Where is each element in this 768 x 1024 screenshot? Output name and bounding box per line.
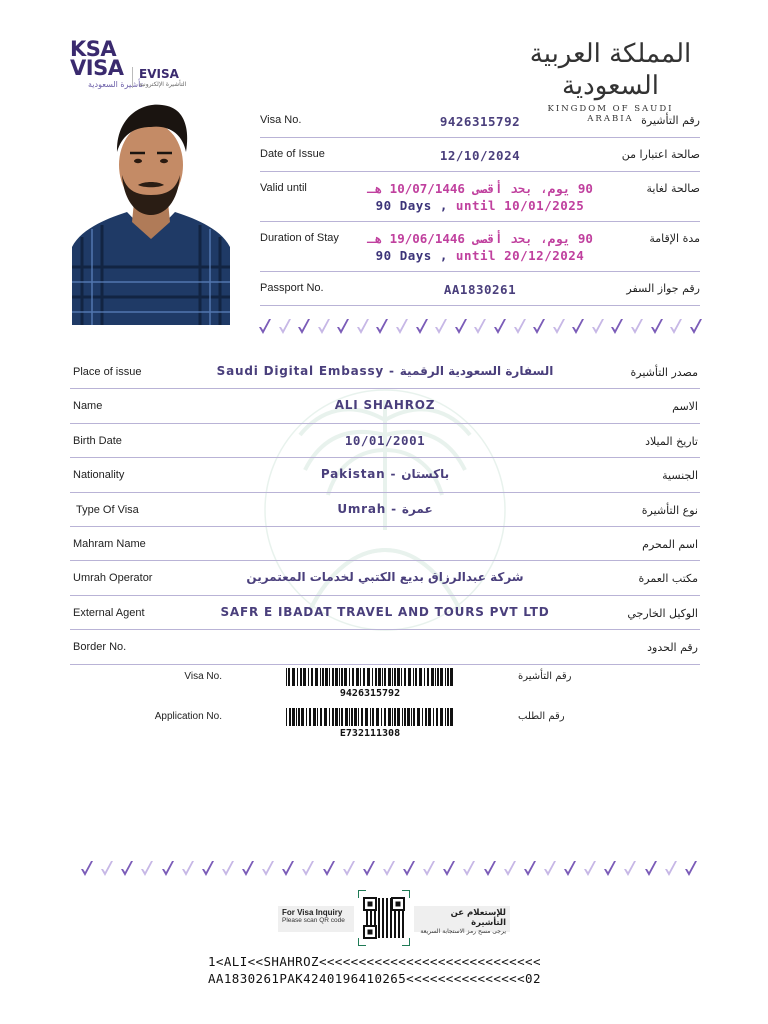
check-mark-icon — [382, 860, 396, 878]
check-mark-icon — [395, 318, 409, 336]
application-barcode-block — [140, 708, 580, 748]
check-mark-icon — [664, 860, 678, 878]
value-type-of-visa: Umrah - عمرة — [337, 501, 433, 516]
check-mark-icon — [201, 860, 215, 878]
check-mark-icon — [100, 860, 114, 878]
check-mark-icon — [301, 860, 315, 878]
duration-date: until 20/12/2024 — [455, 248, 585, 263]
check-mark-icon — [532, 318, 546, 336]
row-mahram-name — [70, 527, 700, 561]
label-visa-no-ar: رقم التأشيرة — [641, 114, 700, 127]
mrz-line-1: 1<ALI<<SHAHROZ<<<<<<<<<<<<<<<<<<<<<<<<<<<< — [208, 954, 541, 969]
label-border-no: Border No. — [73, 641, 127, 654]
label-place-of-issue-ar: مصدر التأشيرة — [630, 366, 698, 379]
label-duration-of-stay-ar: مدة الإقامة — [649, 232, 700, 245]
check-mark-icon — [434, 318, 448, 336]
check-mark-icon — [80, 860, 94, 878]
label-birth-date-ar: تاريخ الميلاد — [645, 434, 698, 448]
qr-inquiry-arabic — [414, 906, 510, 935]
kingdom-arabic-title: المملكة العربية السعودية — [529, 39, 692, 101]
row-name — [70, 389, 700, 423]
check-mark-icon — [181, 860, 195, 878]
valid-until-arabic: 90 يوم، بحد أقصى 10/07/1446 هـ — [367, 181, 593, 196]
label-border-no-ar: رقم الحدود — [647, 641, 698, 655]
check-mark-icon — [462, 860, 476, 878]
check-mark-icon — [689, 318, 703, 336]
row-birth-date — [70, 424, 700, 458]
visa-barcode-block — [140, 668, 580, 708]
check-mark-icon — [362, 860, 376, 878]
check-mark-icon — [650, 318, 664, 336]
row-umrah-operator — [70, 561, 700, 595]
barcode-application-label-ar: رقم الطلب — [518, 711, 565, 722]
qr-title-ar: للإستعلام عن التأشيرة — [450, 908, 506, 928]
row-border-no — [70, 630, 700, 664]
value-place-of-issue: Saudi Digital Embassy - السفارة السعودية الرقمية — [216, 364, 554, 378]
check-mark-icon — [258, 318, 272, 336]
row-valid-until — [260, 172, 700, 222]
check-mark-icon — [552, 318, 566, 336]
check-mark-icon — [493, 318, 507, 336]
label-external-agent: External Agent — [73, 606, 145, 619]
check-mark-icon — [473, 318, 487, 336]
row-date-of-issue — [260, 138, 700, 172]
value-nationality: Pakistan - باكستان — [320, 467, 450, 482]
check-mark-icon — [281, 860, 295, 878]
kingdom-english-title: KINGDOM OF SAUDI ARABIA — [547, 104, 674, 124]
row-passport-no — [260, 272, 700, 306]
label-mahram-name: Mahram Name — [73, 537, 146, 550]
valid-until-date: until 10/01/2025 — [455, 198, 585, 213]
label-passport-no-ar: رقم جواز السفر — [626, 282, 700, 295]
duration-arabic: 90 يوم، بحد أقصى 19/06/1446 هـ — [367, 231, 593, 246]
value-passport-no: AA1830261 — [443, 282, 517, 297]
check-mark-icon — [120, 860, 134, 878]
holder-photo — [72, 97, 230, 325]
label-name-ar: الاسم — [672, 400, 698, 414]
value-umrah-operator: شركة عبدالرزاق بديع الكتبي لخدمات المعتمرين — [246, 570, 524, 585]
qr-code[interactable] — [358, 890, 410, 946]
value-valid-until — [260, 180, 700, 214]
check-mark-icon — [322, 860, 336, 878]
label-date-of-issue: Date of Issue — [260, 148, 325, 160]
barcode-visa-label-ar: رقم التأشيرة — [518, 671, 572, 682]
check-mark-icon — [415, 318, 429, 336]
barcode-application-number: E732111308 — [339, 728, 401, 739]
barcode-application-label: Application No. — [154, 711, 222, 722]
label-mahram-name-ar: اسم المحرم — [642, 537, 698, 551]
check-mark-icon — [483, 860, 497, 878]
duration-days: 90 Days , — [375, 248, 456, 263]
value-name: ALI SHAHROZ — [334, 398, 436, 413]
label-valid-until: Valid until — [260, 182, 307, 194]
value-date-of-issue: 12/10/2024 — [439, 148, 521, 163]
logo-ksa-arabic: تأشيرة السعودية — [88, 80, 143, 89]
check-mark-icon — [563, 860, 577, 878]
label-umrah-operator: Umrah Operator — [73, 572, 153, 585]
row-duration-of-stay — [260, 222, 700, 272]
qr-inquiry-english — [278, 906, 354, 932]
check-mark-icon — [402, 860, 416, 878]
check-mark-icon — [454, 318, 468, 336]
row-external-agent — [70, 596, 700, 630]
check-mark-icon — [375, 318, 389, 336]
check-mark-icon — [336, 318, 350, 336]
label-type-of-visa-ar: نوع التأشيرة — [641, 503, 698, 517]
visa-barcode — [286, 668, 454, 686]
evisa-text: EVISA — [139, 67, 179, 81]
label-duration-of-stay: Duration of Stay — [260, 232, 339, 244]
value-visa-no: 9426315792 — [439, 114, 521, 129]
label-valid-until-ar: صالحة لغاية — [646, 182, 700, 195]
ksa-visa-logo — [70, 37, 190, 96]
row-type-of-visa — [70, 493, 700, 527]
application-barcode — [286, 708, 454, 726]
label-passport-no: Passport No. — [260, 282, 324, 294]
check-mark-icon — [571, 318, 585, 336]
row-place-of-issue — [70, 355, 700, 389]
check-mark-icon — [241, 860, 255, 878]
check-mark-icon — [317, 318, 331, 336]
check-mark-icon — [591, 318, 605, 336]
check-mark-icon — [583, 860, 597, 878]
evisa-arabic: التأشيرة الإلكترونية — [139, 81, 187, 88]
check-mark-icon — [603, 860, 617, 878]
check-mark-icon — [356, 318, 370, 336]
visa-summary — [260, 105, 700, 306]
visa-details — [70, 355, 700, 665]
logo-ksa-text: KSA — [70, 37, 117, 61]
check-mark-icon — [513, 318, 527, 336]
label-birth-date: Birth Date — [73, 434, 122, 447]
label-date-of-issue-ar: صالحة اعتبارا من — [621, 148, 700, 161]
qr-sub-en: Please scan QR code — [282, 917, 345, 924]
label-umrah-operator-ar: مكتب العمرة — [638, 572, 698, 586]
check-mark-icon — [523, 860, 537, 878]
logo-visa-text: VISA — [70, 56, 124, 80]
barcode-visa-label: Visa No. — [184, 671, 222, 682]
check-mark-icon — [669, 318, 683, 336]
check-mark-icon — [630, 318, 644, 336]
machine-readable-zone — [208, 953, 541, 987]
check-mark-icon — [278, 318, 292, 336]
row-visa-no — [260, 105, 700, 138]
qr-sub-ar: يرجى مسح رمز الاستجابة السريعة — [420, 928, 506, 935]
value-external-agent: SAFR E IBADAT TRAVEL AND TOURS PVT LTD — [220, 604, 550, 619]
valid-until-days: 90 Days , — [375, 198, 456, 213]
check-mark-icon — [297, 318, 311, 336]
label-visa-no: Visa No. — [260, 114, 302, 126]
check-mark-icon — [140, 860, 154, 878]
label-nationality-ar: الجنسية — [662, 469, 698, 483]
label-name: Name — [73, 400, 103, 413]
qr-title-en: For Visa Inquiry — [282, 908, 343, 917]
row-nationality — [70, 458, 700, 492]
label-nationality: Nationality — [73, 469, 125, 482]
check-mark-icon — [543, 860, 557, 878]
check-mark-icon — [684, 860, 698, 878]
barcode-visa-number: 9426315792 — [339, 688, 401, 699]
check-mark-icon — [161, 860, 175, 878]
mrz-line-2: AA1830261PAK4240196410265<<<<<<<<<<<<<<<02 — [208, 971, 541, 986]
check-mark-icon — [342, 860, 356, 878]
check-mark-icon — [610, 318, 624, 336]
label-external-agent-ar: الوكيل الخارجي — [627, 606, 698, 620]
check-band-top — [258, 318, 703, 342]
check-mark-icon — [422, 860, 436, 878]
check-mark-icon — [261, 860, 275, 878]
check-mark-icon — [221, 860, 235, 878]
check-band-bottom — [80, 860, 698, 884]
check-mark-icon — [442, 860, 456, 878]
evisa-logo — [132, 67, 186, 88]
check-mark-icon — [644, 860, 658, 878]
label-place-of-issue: Place of issue — [73, 366, 142, 378]
check-mark-icon — [503, 860, 517, 878]
label-type-of-visa: Type Of Visa — [76, 503, 139, 516]
check-mark-icon — [623, 860, 637, 878]
value-birth-date: 10/01/2001 — [344, 432, 426, 448]
